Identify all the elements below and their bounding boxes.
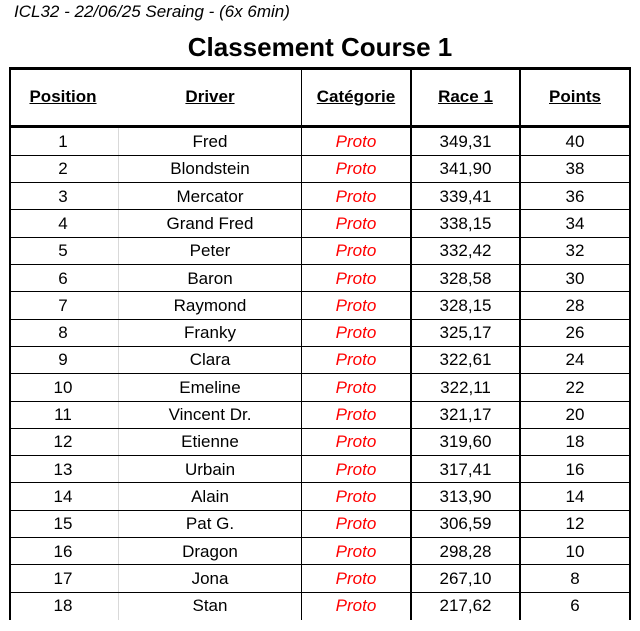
category-cell: Proto [335,459,377,479]
category-cell: Proto [335,432,377,452]
position-cell: 9 [58,350,68,370]
category-cell: Proto [335,568,377,588]
points-cell: 14 [565,486,585,506]
race-cell: 325,17 [439,323,492,343]
category-cell: Proto [335,596,377,616]
results-table [9,67,631,620]
points-cell: 40 [565,132,585,151]
driver-cell: Jona [191,568,229,588]
driver-cell: Urbain [184,459,236,479]
driver-cell: Franky [184,323,236,343]
category-cell: Proto [335,541,377,561]
race-cell: 339,41 [439,186,492,206]
driver-cell: Peter [189,241,231,261]
driver-cell: Vincent Dr. [168,405,252,424]
points-cell: 30 [565,268,585,288]
position-cell: 18 [53,596,73,616]
driver-cell: Etienne [181,432,239,452]
position-cell: 16 [53,541,73,561]
table-top-border [9,67,631,70]
points-cell: 8 [570,568,580,588]
race-cell: 306,59 [439,514,492,534]
position-cell: 15 [53,514,73,534]
position-cell: 1 [58,132,68,151]
points-cell: 24 [565,350,585,370]
category-cell: Proto [335,486,377,506]
points-cell: 36 [565,186,585,206]
category-cell: Proto [335,323,377,343]
category-cell: Proto [335,132,377,151]
position-cell: 12 [53,432,73,452]
header-position: Position [29,87,97,106]
race-cell: 328,58 [439,268,492,288]
race-cell: 267,10 [439,568,492,588]
position-cell: 7 [58,295,68,315]
position-cell: 4 [58,213,68,233]
event-info: ICL32 - 22/06/25 Seraing - (6x 6min) [14,2,290,21]
page-title: Classement Course 1 [187,32,453,62]
race-cell: 319,60 [439,432,492,452]
category-cell: Proto [335,350,377,370]
points-cell: 38 [565,159,585,179]
header-category: Catégorie [316,87,396,106]
category-cell: Proto [335,295,377,315]
category-cell: Proto [335,186,377,206]
category-cell: Proto [335,377,377,397]
points-cell: 34 [565,213,585,233]
category-cell: Proto [335,213,377,233]
position-cell: 8 [58,323,68,343]
points-cell: 32 [565,241,585,261]
points-cell: 10 [565,541,585,561]
points-cell: 28 [565,295,585,315]
points-cell: 18 [565,432,585,452]
race-cell: 217,62 [439,596,492,616]
category-cell: Proto [335,268,377,288]
race-cell: 341,90 [439,159,492,179]
driver-cell: Stan [192,596,228,616]
driver-cell: Emeline [179,377,241,397]
driver-cell: Mercator [176,186,244,206]
position-cell: 13 [53,459,73,479]
race-cell: 322,11 [440,377,491,397]
position-cell: 5 [58,241,68,261]
position-cell: 3 [58,186,68,206]
position-cell: 6 [58,268,68,288]
driver-cell: Dragon [182,541,238,561]
position-cell: 11 [54,405,72,424]
points-cell: 6 [570,596,580,616]
category-cell: Proto [335,159,377,179]
category-cell: Proto [335,514,377,534]
driver-cell: Baron [187,268,233,288]
category-cell: Proto [335,241,377,261]
race-cell: 313,90 [439,486,492,506]
header-points: Points [549,87,601,106]
race-cell: 349,31 [439,132,492,151]
category-cell: Proto [335,405,377,424]
race-cell: 328,15 [439,295,492,315]
points-cell: 12 [565,514,585,534]
driver-cell: Clara [189,350,231,370]
points-cell: 20 [565,405,585,424]
driver-cell: Alain [191,486,229,506]
header-race: Race 1 [438,87,493,106]
driver-cell: Raymond [173,295,247,315]
position-cell: 14 [53,486,73,506]
race-cell: 332,42 [439,241,492,261]
driver-cell: Blondstein [170,159,250,179]
position-cell: 2 [58,159,68,179]
driver-cell: Fred [192,132,228,151]
race-cell: 338,15 [439,213,492,233]
points-cell: 26 [565,323,585,343]
race-cell: 298,28 [439,541,492,561]
race-cell: 322,61 [439,350,492,370]
driver-cell: Pat G. [185,514,235,534]
position-cell: 17 [53,568,73,588]
race-cell: 321,17 [439,405,492,424]
points-cell: 22 [565,377,585,397]
points-cell: 16 [565,459,585,479]
driver-cell: Grand Fred [166,213,254,233]
header-driver: Driver [185,87,235,106]
position-cell: 10 [53,377,73,397]
race-cell: 317,41 [439,459,492,479]
